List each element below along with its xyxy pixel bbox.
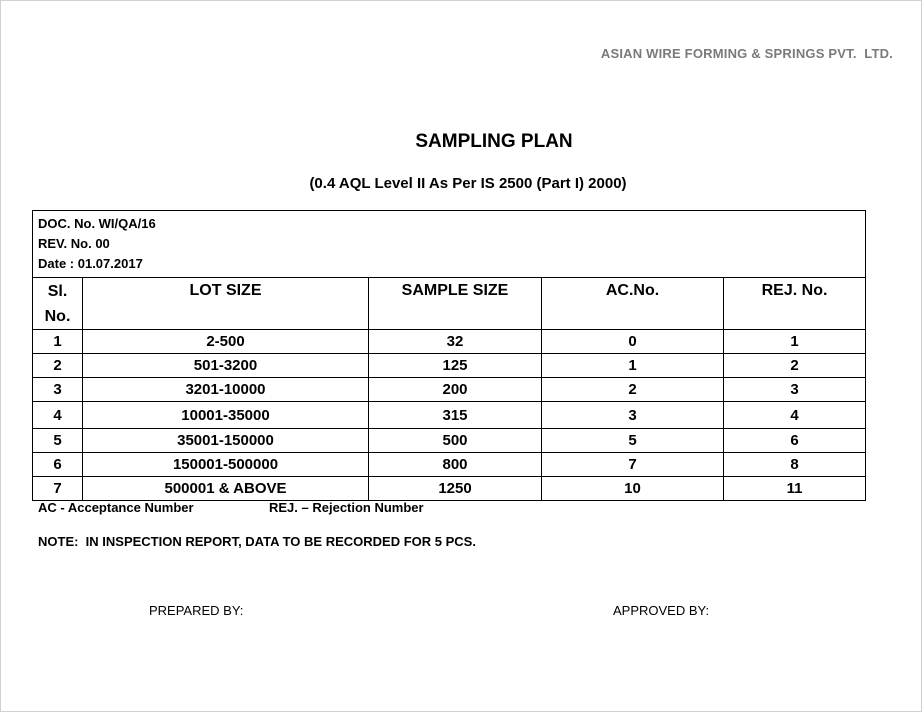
document-title: SAMPLING PLAN bbox=[415, 131, 573, 152]
cell-rej-no: 4 bbox=[724, 402, 866, 429]
prepared-by-label: PREPARED BY: bbox=[149, 603, 244, 618]
header-sl-no bbox=[33, 278, 83, 330]
header-sample-size: SAMPLE SIZE bbox=[369, 278, 542, 330]
cell-sample-size: 800 bbox=[369, 453, 542, 477]
cell-sample-size: 315 bbox=[369, 402, 542, 429]
cell-lot-size: 500001 & ABOVE bbox=[83, 477, 369, 501]
cell-lot-size: 10001-35000 bbox=[83, 402, 369, 429]
cell-ac-no: 3 bbox=[542, 402, 724, 429]
cell-rej-no: 2 bbox=[724, 354, 866, 378]
table-row bbox=[33, 429, 866, 453]
header-sl-line1: Sl. bbox=[47, 283, 68, 300]
cell-ac-no: 5 bbox=[542, 429, 724, 453]
cell-sample-size: 500 bbox=[369, 429, 542, 453]
cell-ac-no: 7 bbox=[542, 453, 724, 477]
cell-lot-size: 3201-10000 bbox=[83, 378, 369, 402]
doc-number: DOC. No. WI/QA/16 bbox=[38, 216, 156, 231]
inspection-note: NOTE: IN INSPECTION REPORT, DATA TO BE RECORDED FOR 5 PCS. bbox=[38, 534, 476, 549]
table-row bbox=[33, 453, 866, 477]
cell-sample-size: 32 bbox=[369, 330, 542, 354]
table-row bbox=[33, 330, 866, 354]
cell-rej-no: 6 bbox=[724, 429, 866, 453]
table-row bbox=[33, 402, 866, 429]
cell-lot-size: 2-500 bbox=[83, 330, 369, 354]
column-header-row bbox=[33, 278, 866, 330]
cell-sample-size: 125 bbox=[369, 354, 542, 378]
approved-by-label: APPROVED BY: bbox=[613, 603, 710, 618]
table-row bbox=[33, 378, 866, 402]
sampling-plan-table bbox=[32, 210, 866, 501]
header-sl-line2: No. bbox=[44, 308, 71, 325]
cell-ac-no: 1 bbox=[542, 354, 724, 378]
legend-rej: REJ. – Rejection Number bbox=[269, 500, 424, 515]
cell-rej-no: 1 bbox=[724, 330, 866, 354]
cell-rej-no: 11 bbox=[724, 477, 866, 501]
cell-sample-size: 1250 bbox=[369, 477, 542, 501]
table-row bbox=[33, 354, 866, 378]
document-date: Date : 01.07.2017 bbox=[38, 256, 143, 271]
doc-info-row bbox=[33, 211, 866, 278]
cell-lot-size: 501-3200 bbox=[83, 354, 369, 378]
header-ac-no: AC.No. bbox=[542, 278, 724, 330]
cell-sl: 3 bbox=[33, 378, 83, 402]
doc-info-cell bbox=[33, 211, 866, 278]
cell-lot-size: 150001-500000 bbox=[83, 453, 369, 477]
cell-ac-no: 0 bbox=[542, 330, 724, 354]
revision-number: REV. No. 00 bbox=[38, 236, 110, 251]
cell-rej-no: 3 bbox=[724, 378, 866, 402]
document-subtitle: (0.4 AQL Level II As Per IS 2500 (Part I) 2000) bbox=[309, 175, 627, 192]
cell-ac-no: 2 bbox=[542, 378, 724, 402]
cell-sl: 6 bbox=[33, 453, 83, 477]
cell-sl: 2 bbox=[33, 354, 83, 378]
cell-sl: 1 bbox=[33, 330, 83, 354]
legend-ac: AC - Acceptance Number bbox=[38, 500, 194, 515]
table-row bbox=[33, 477, 866, 501]
cell-sl: 4 bbox=[33, 402, 83, 429]
header-rej-no: REJ. No. bbox=[724, 278, 866, 330]
cell-sl: 7 bbox=[33, 477, 83, 501]
cell-sample-size: 200 bbox=[369, 378, 542, 402]
cell-rej-no: 8 bbox=[724, 453, 866, 477]
company-name: ASIAN WIRE FORMING & SPRINGS PVT. LTD. bbox=[600, 46, 893, 61]
cell-ac-no: 10 bbox=[542, 477, 724, 501]
header-lot-size: LOT SIZE bbox=[83, 278, 369, 330]
cell-sl: 5 bbox=[33, 429, 83, 453]
cell-lot-size: 35001-150000 bbox=[83, 429, 369, 453]
